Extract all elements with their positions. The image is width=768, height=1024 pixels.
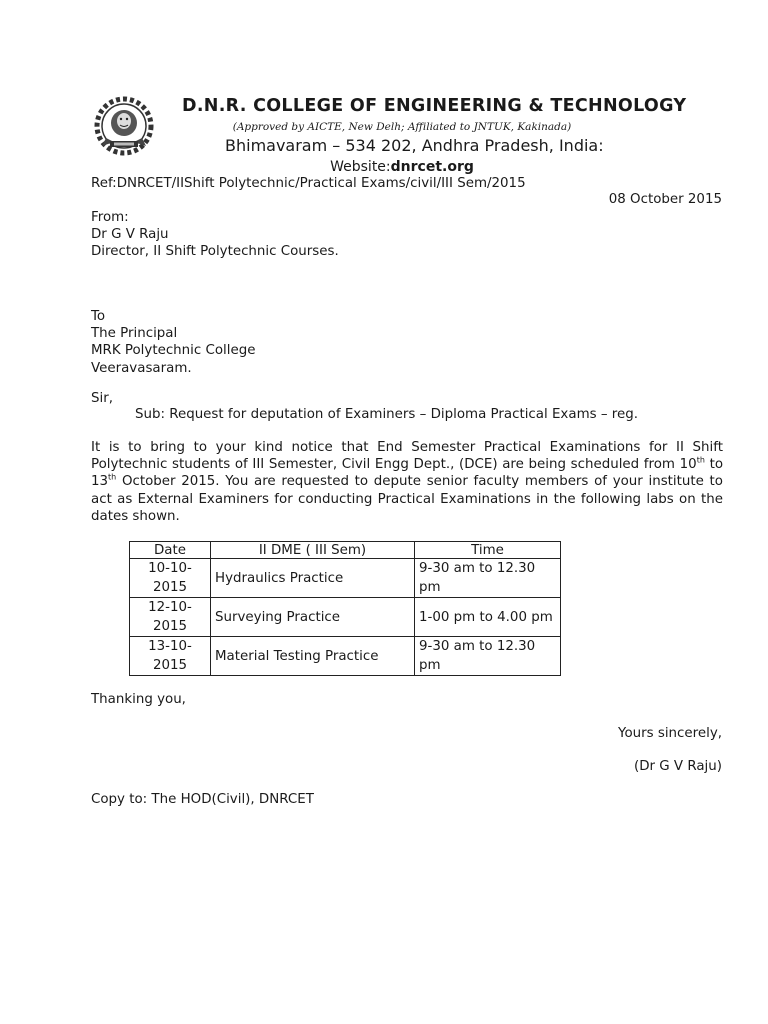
table-row <box>130 598 561 637</box>
sender-designation: Director, II Shift Polytechnic Courses. <box>91 244 339 260</box>
to-block <box>91 308 255 377</box>
from-block <box>91 209 339 261</box>
row-lab: Hydraulics Practice <box>211 559 415 598</box>
row-time: 9-30 am to 12.30 pm <box>415 637 561 676</box>
row-lab: Surveying Practice <box>211 598 415 637</box>
body-paragraph <box>91 439 723 525</box>
subject-line: Sub: Request for deputation of Examiners – Diploma Practical Exams – reg. <box>135 407 638 422</box>
college-address: Bhimavaram – 534 202, Andhra Pradesh, India: <box>225 136 604 155</box>
website-link[interactable]: dnrcet.org <box>390 159 474 175</box>
row-date: 10-10-2015 <box>130 559 211 598</box>
website-label: Website: <box>330 159 391 175</box>
body-text-1: It is to bring to your kind notice that End Semester Practical Examinations for II Shift Polytechnic students of III Semester, Civil Engg Dept., (DCE) are being scheduled from 10 <box>91 440 723 473</box>
row-time: 1-00 pm to 4.00 pm <box>415 598 561 637</box>
to-label: To <box>91 309 106 324</box>
table-header-row <box>130 542 561 559</box>
closing-yours: Yours sincerely, <box>618 726 722 741</box>
row-date: 12-10-2015 <box>130 598 211 637</box>
college-name: D.N.R. COLLEGE OF ENGINEERING & TECHNOLOGY <box>182 96 687 116</box>
body-text-3: October 2015. You are requested to depute senior faculty members of your institute to act as External Examiners for conducting Practical Examinations in the following labs on the dates shown. <box>91 474 723 524</box>
body-sup-1: th <box>696 455 705 465</box>
recipient-title: The Principal <box>91 326 178 342</box>
exam-schedule-table <box>129 541 561 676</box>
closing-thanks: Thanking you, <box>91 692 186 707</box>
row-lab: Material Testing Practice <box>211 637 415 676</box>
salutation: Sir, <box>91 391 113 406</box>
body-sup-2: th <box>108 472 117 482</box>
sender-name: Dr G V Raju <box>91 227 169 243</box>
table-row <box>130 637 561 676</box>
letter-date: 08 October 2015 <box>608 192 722 207</box>
website-line <box>0 159 768 175</box>
reference-number: Ref:DNRCET/IIShift Polytechnic/Practical Exams/civil/III Sem/2015 <box>91 176 526 191</box>
table-row <box>130 559 561 598</box>
row-date: 13-10-2015 <box>130 637 211 676</box>
header-date: Date <box>130 542 211 559</box>
signature-name: (Dr G V Raju) <box>634 759 722 774</box>
recipient-institution: MRK Polytechnic College <box>91 343 256 359</box>
recipient-location: Veeravasaram. <box>91 360 192 376</box>
copy-to-line: Copy to: The HOD(Civil), DNRCET <box>91 792 314 807</box>
header-time: Time <box>415 542 561 559</box>
from-label: From: <box>91 210 129 225</box>
approval-line: (Approved by AICTE, New Delh; Affiliated to JNTUK, Kakinada) <box>232 121 572 133</box>
body-text-2: to 13 <box>91 457 724 490</box>
header-lab: II DME ( III Sem) <box>211 542 415 559</box>
row-time: 9-30 am to 12.30 pm <box>415 559 561 598</box>
